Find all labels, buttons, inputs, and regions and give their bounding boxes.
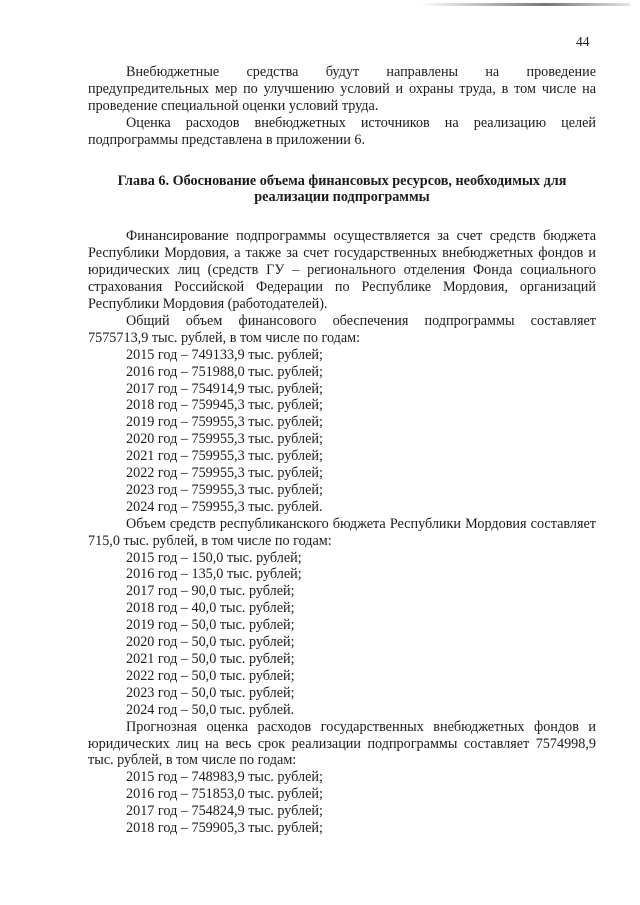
list-item: 2020 год – 759955,3 тыс. рублей; xyxy=(126,431,323,448)
republic-budget-by-year-list xyxy=(88,550,596,719)
list-item: 2017 год – 754914,9 тыс. рублей; xyxy=(126,380,323,397)
paragraph-financing-sources: Финансирование подпрограммы осуществляется за счет средств бюджета Республики Мордовия, а также за счет государственных внебюджетных фондов и юридических лиц (средств ГУ – регионального отделения Фонда социального страхования Российской Федерации по Республике Мордовия, организаций Республики Мордовия (работодателей). xyxy=(88,228,596,312)
chapter-heading: Глава 6. Обоснование объема финансовых ресурсов, необходимых для реализации подпрограммы xyxy=(117,172,567,206)
list-item: 2019 год – 759955,3 тыс. рублей; xyxy=(126,414,323,431)
paragraph-total-volume: Общий объем финансового обеспечения подпрограммы составляет 7575713,9 тыс. рублей, в том числе по годам: xyxy=(88,312,596,346)
list-item: 2016 год – 135,0 тыс. рублей; xyxy=(126,566,302,583)
extrabudgetary-by-year-list xyxy=(88,769,596,837)
list-item: 2017 год – 754824,9 тыс. рублей; xyxy=(126,803,323,820)
total-by-year-list xyxy=(88,347,596,516)
list-item: 2021 год – 759955,3 тыс. рублей; xyxy=(126,448,323,465)
list-item: 2015 год – 748983,9 тыс. рублей; xyxy=(126,769,323,786)
list-item: 2015 год – 749133,9 тыс. рублей; xyxy=(126,346,323,363)
paragraph-appendix-reference: Оценка расходов внебюджетных источников на реализацию целей подпрограммы представлена в приложении 6. xyxy=(88,114,596,148)
list-item: 2016 год – 751853,0 тыс. рублей; xyxy=(126,786,323,803)
list-item: 2017 год – 90,0 тыс. рублей; xyxy=(126,583,295,600)
list-item: 2022 год – 759955,3 тыс. рублей; xyxy=(126,465,323,482)
list-item: 2024 год – 50,0 тыс. рублей. xyxy=(126,701,295,718)
list-item: 2018 год – 759905,3 тыс. рублей; xyxy=(126,820,323,837)
list-item: 2021 год – 50,0 тыс. рублей; xyxy=(126,651,295,667)
list-item: 2015 год – 150,0 тыс. рублей; xyxy=(126,549,302,566)
list-item: 2023 год – 759955,3 тыс. рублей; xyxy=(126,481,323,498)
list-item: 2020 год – 50,0 тыс. рублей; xyxy=(126,634,295,651)
scan-artifact xyxy=(420,3,630,6)
list-item: 2018 год – 40,0 тыс. рублей; xyxy=(126,600,295,617)
list-item: 2022 год – 50,0 тыс. рублей; xyxy=(126,667,295,684)
list-item: 2024 год – 759955,3 тыс. рублей. xyxy=(126,498,323,515)
paragraph-extrabudgetary-forecast: Прогнозная оценка расходов государственных внебюджетных фондов и юридических лиц на весь срок реализации подпрограммы составляет 7574998,9 тыс. рублей, в том числе по годам: xyxy=(88,718,596,769)
document-body xyxy=(88,64,596,837)
list-item: 2016 год – 751988,0 тыс. рублей; xyxy=(126,363,323,380)
list-item: 2023 год – 50,0 тыс. рублей; xyxy=(126,684,295,701)
list-item: 2018 год – 759945,3 тыс. рублей; xyxy=(126,397,323,414)
page-number: 44 xyxy=(576,34,590,49)
list-item: 2019 год – 50,0 тыс. рублей; xyxy=(126,617,295,634)
paragraph-extrabudgetary-purpose: Внебюджетные средства будут направлены на проведение предупредительных мер по улучшению условий и охраны труда, в том числе на проведение специальной оценки условий труда. xyxy=(88,64,596,114)
paragraph-republic-budget: Объем средств республиканского бюджета Республики Мордовия составляет 715,0 тыс. рублей, в том числе по годам: xyxy=(88,515,596,549)
